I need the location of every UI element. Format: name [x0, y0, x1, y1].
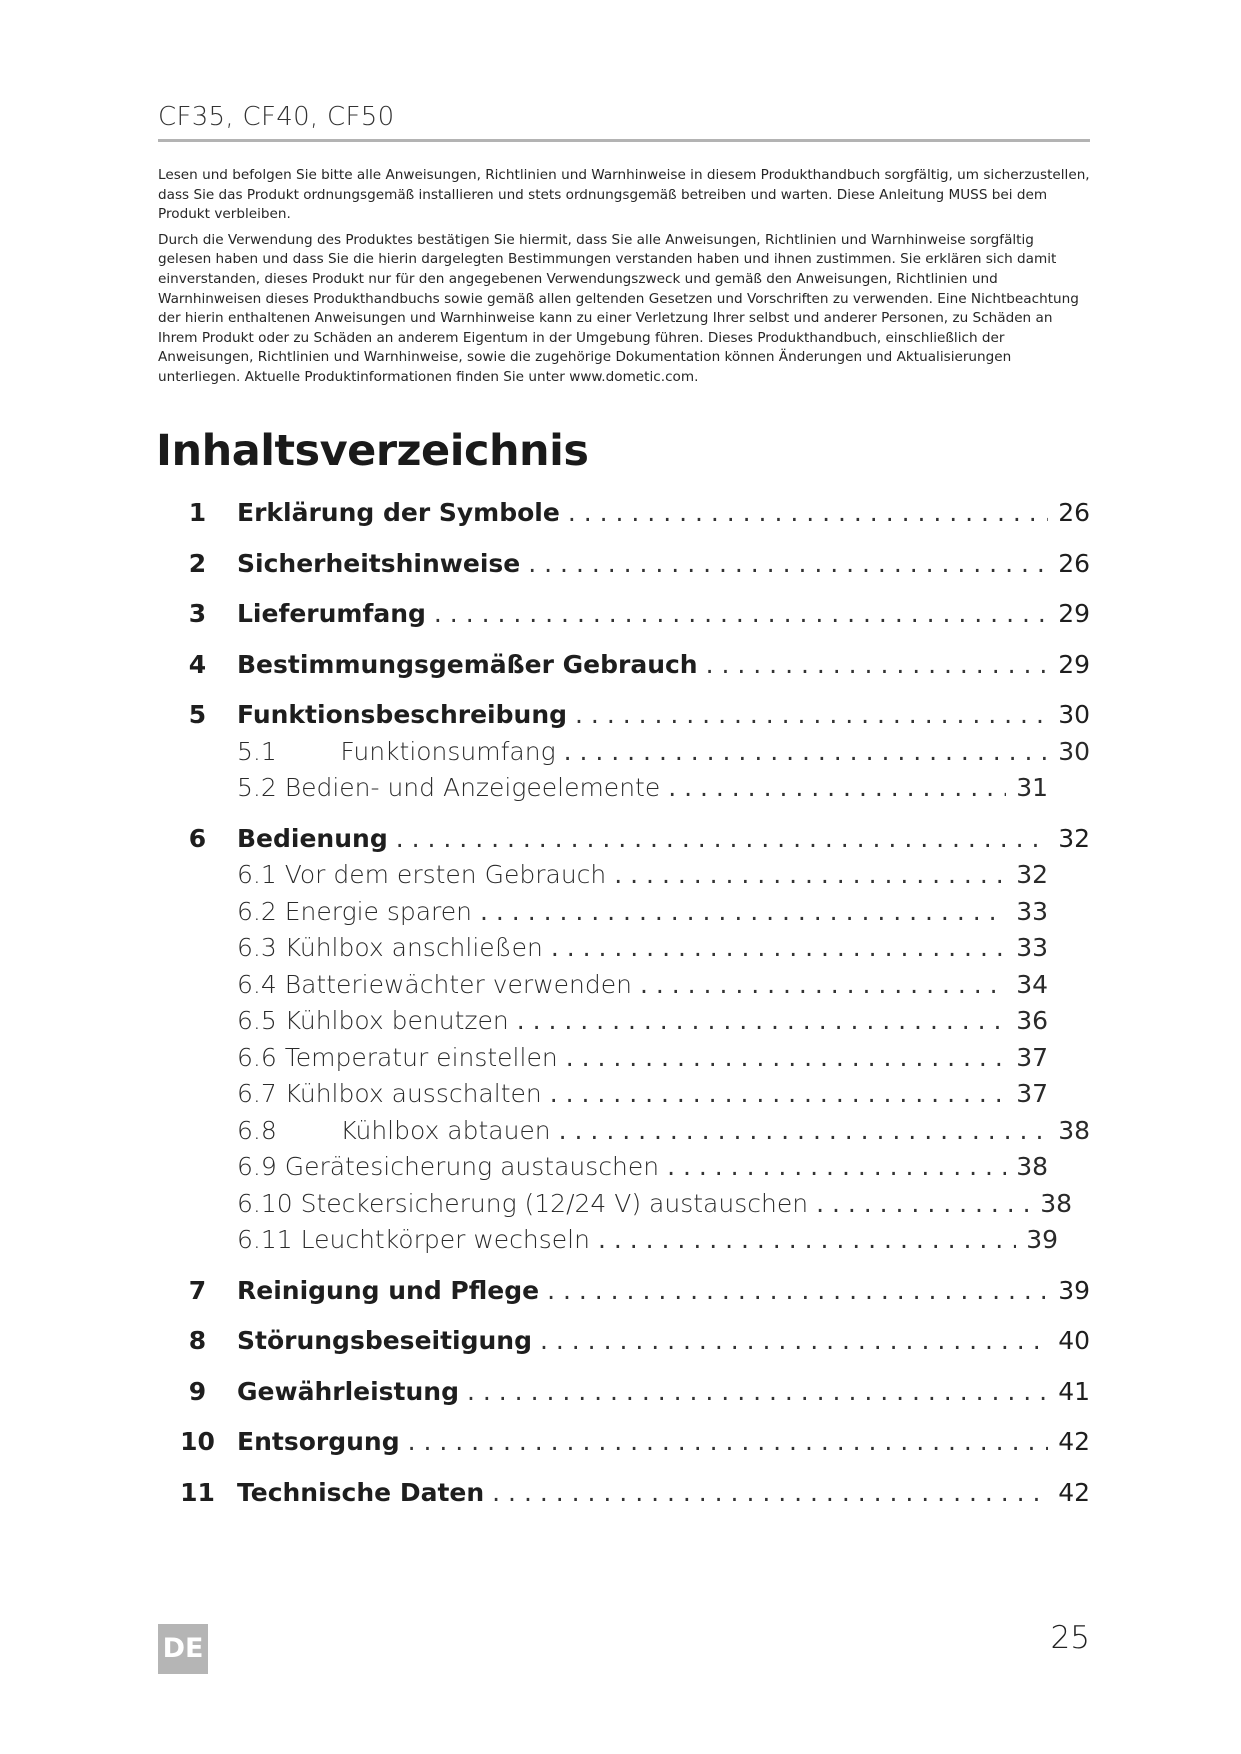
toc-leader-dots: [540, 1323, 1048, 1360]
toc-entry-page: 26: [1058, 498, 1090, 527]
toc-entry-page: 29: [1058, 599, 1090, 628]
toc-entry[interactable]: [158, 647, 1090, 684]
toc-entry-number: 3: [188, 599, 207, 628]
toc-subentry-page: 38: [1058, 1115, 1090, 1145]
toc-subentry-page: 37: [1016, 1042, 1048, 1072]
toc-leader-dots: [706, 647, 1048, 684]
toc-entry-title: Lieferumfang: [237, 599, 426, 628]
toc-subentry-title: 6.3 Kühlbox anschließen: [237, 933, 543, 962]
toc-entry-number: 10: [180, 1427, 215, 1456]
toc-entry-number: 9: [188, 1376, 207, 1406]
toc-subentry-title: 6.7 Kühlbox ausschalten: [237, 1079, 542, 1108]
toc-subentry[interactable]: [158, 1076, 1090, 1113]
toc-leader-dots: [614, 857, 1006, 894]
toc-entry-page: 42: [1058, 1477, 1090, 1507]
toc-entry-number: 8: [188, 1326, 207, 1355]
toc-subentry-title: 6.8 Kühlbox abtauen: [237, 1115, 551, 1145]
toc-entry[interactable]: [158, 697, 1090, 734]
toc-subentry-title: 6.1 Vor dem ersten Gebrauch: [237, 860, 607, 889]
toc-entry[interactable]: [158, 495, 1090, 532]
toc-leader-dots: [598, 1222, 1016, 1259]
toc-subentry[interactable]: [158, 967, 1090, 1004]
toc-subentry-title: 5.2 Bedien- und Anzeigeelemente: [237, 773, 661, 802]
toc-leader-dots: [559, 1113, 1048, 1150]
toc-leader-dots: [517, 1003, 1006, 1040]
toc-heading: Inhaltsverzeichnis: [156, 426, 589, 476]
toc-subentry-title: 6.10 Steckersicherung (12/24 V) austauschen: [237, 1188, 809, 1218]
toc-entry-number: 5: [188, 700, 207, 729]
toc-entry-title: Reinigung und Pflege: [237, 1275, 540, 1305]
intro-paragraph-1: Lesen und befolgen Sie bitte alle Anweisungen, Richtlinien und Warnhinweise in diesem Produkthandbuch sorgfältig, um sicherzustellen, dass Sie das Produkt ordnungsgemäß installieren und stets ordnungsgemäß betreiben und warten. Diese Anleitung MUSS bei dem Produkt verbleiben.: [158, 167, 1090, 223]
toc-subentry-page: 38: [1016, 1152, 1048, 1181]
toc-entry-page: 26: [1058, 548, 1090, 578]
toc-entry[interactable]: [158, 1273, 1090, 1310]
toc-leader-dots: [408, 1424, 1048, 1461]
toc-entry-number: 6: [188, 823, 207, 853]
toc-subentry-page: 33: [1016, 896, 1048, 926]
toc-subentry[interactable]: [158, 1113, 1132, 1150]
toc-leader-dots: [568, 495, 1048, 532]
toc-subentry[interactable]: [158, 734, 1132, 771]
header-divider: [158, 139, 1090, 142]
toc-subentry-title: 6.9 Gerätesicherung austauschen: [237, 1152, 660, 1181]
toc-entry[interactable]: [158, 546, 1090, 583]
toc-leader-dots: [566, 1040, 1006, 1077]
toc-leader-dots: [547, 1273, 1048, 1310]
toc-subentry-page: 37: [1016, 1079, 1048, 1108]
toc-subentry[interactable]: [158, 930, 1090, 967]
toc-leader-dots: [564, 734, 1048, 771]
toc-entry-title: Sicherheitshinweise: [237, 548, 521, 578]
toc-leader-dots: [575, 697, 1048, 734]
toc-entry-title: Gewährleistung: [237, 1376, 459, 1406]
language-badge: DE: [158, 1624, 208, 1674]
toc-entry-title: Technische Daten: [237, 1477, 485, 1507]
toc-subentry[interactable]: [158, 1003, 1090, 1040]
intro-text: [158, 166, 1090, 394]
toc-entry-page: 41: [1058, 1376, 1090, 1406]
toc-subentry[interactable]: [158, 1222, 1100, 1259]
toc-leader-dots: [816, 1186, 1030, 1223]
intro-paragraph-2: Durch die Verwendung des Produktes bestätigen Sie hiermit, dass Sie alle Anweisungen, Richtlinien und Warnhinweise sorgfältig gelesen haben und dass Sie die hierin dargelegten Bestimmungen verstanden haben und ihnen zustimmen. Sie erklären sich damit einverstanden, dieses Produkt nur für den angegebenen Verwendungszweck und gemäß den Anweisungen, Richtlinien und Warnhinweisen dieses Produkthandbuchs sowie gemäß allen geltenden Gesetzen und Vorschriften zu verwenden. Eine Nichtbeachtung der hierin enthaltenen Anweisungen und Warnhinweise kann zu einer Verletzung Ihrer selbst und anderer Personen, zu Schäden an Ihrem Produkt oder zu Schäden an anderem Eigentum in der Umgebung führen. Dieses Produkthandbuch, einschließlich der Anweisungen, Richtlinien und Warnhinweise, sowie die zugehörige Dokumentation können Änderungen und Aktualisierungen unterliegen. Aktuelle Produktinformationen finden Sie unter www.dometic.com.: [158, 231, 1079, 385]
toc-entry-page: 39: [1058, 1275, 1090, 1305]
toc-entry-title: Erklärung der Symbole: [237, 498, 560, 527]
toc-subentry-title: 5.1 Funktionsumfang: [237, 736, 556, 766]
toc-subentry[interactable]: [158, 770, 1090, 807]
toc-subentry[interactable]: [158, 857, 1090, 894]
toc-entry[interactable]: [158, 1475, 1090, 1512]
toc-entry-title: Bedienung: [237, 823, 388, 853]
toc-leader-dots: [550, 1076, 1006, 1113]
toc-subentry[interactable]: [158, 1149, 1090, 1186]
toc-entry-number: 4: [188, 649, 207, 679]
toc-leader-dots: [480, 894, 1006, 931]
toc-subentry[interactable]: [158, 1040, 1090, 1077]
toc-subentry-page: 38: [1040, 1188, 1072, 1218]
toc-entry-title: Bestimmungsgemäßer Gebrauch: [237, 649, 698, 679]
toc-entry[interactable]: [158, 821, 1090, 858]
toc-entry-title: Entsorgung: [237, 1427, 400, 1456]
toc-entry-page: 32: [1058, 823, 1090, 853]
table-of-contents: [158, 495, 1090, 1511]
toc-subentry-page: 30: [1058, 736, 1090, 766]
toc-subentry-page: 33: [1016, 933, 1048, 962]
toc-entry-title: Funktionsbeschreibung: [237, 700, 568, 729]
toc-entry[interactable]: [158, 1424, 1090, 1461]
toc-leader-dots: [492, 1475, 1048, 1512]
toc-subentry[interactable]: [158, 894, 1090, 931]
toc-leader-dots: [668, 770, 1006, 807]
toc-leader-dots: [434, 596, 1048, 633]
toc-entry-page: 42: [1058, 1427, 1090, 1456]
toc-entry-page: 30: [1058, 700, 1090, 729]
toc-subentry-title: 6.2 Energie sparen: [237, 896, 473, 926]
toc-subentry-title: 6.6 Temperatur einstellen: [237, 1042, 558, 1072]
toc-subentry[interactable]: [158, 1186, 1114, 1223]
toc-subentry-title: 6.5 Kühlbox benutzen: [237, 1006, 509, 1035]
toc-leader-dots: [551, 930, 1006, 967]
toc-leader-dots: [640, 967, 1006, 1004]
toc-leader-dots: [667, 1149, 1006, 1186]
toc-entry-number: 7: [188, 1275, 207, 1305]
toc-entry-title: Störungsbeseitigung: [237, 1326, 532, 1355]
toc-subentry-page: 31: [1016, 773, 1048, 802]
page-number: 25: [1050, 1620, 1090, 1656]
toc-entry-number: 11: [180, 1477, 215, 1507]
toc-entry[interactable]: [158, 1323, 1090, 1360]
toc-subentry-page: 32: [1016, 860, 1048, 889]
toc-entry[interactable]: [158, 1374, 1090, 1411]
toc-subentry-page: 36: [1016, 1006, 1048, 1035]
document-header-model: CF35, CF40, CF50: [158, 102, 395, 132]
toc-leader-dots: [396, 821, 1048, 858]
toc-entry-page: 40: [1058, 1326, 1090, 1355]
toc-leader-dots: [467, 1374, 1048, 1411]
toc-subentry-page: 34: [1016, 969, 1048, 999]
toc-subentry-title: 6.11 Leuchtkörper wechseln: [237, 1225, 590, 1254]
toc-entry-number: 1: [188, 498, 207, 527]
toc-leader-dots: [528, 546, 1048, 583]
toc-subentry-title: 6.4 Batteriewächter verwenden: [237, 969, 632, 999]
toc-subentry-page: 39: [1026, 1225, 1058, 1254]
toc-entry-number: 2: [188, 548, 207, 578]
toc-entry-page: 29: [1058, 649, 1090, 679]
toc-entry[interactable]: [158, 596, 1090, 633]
